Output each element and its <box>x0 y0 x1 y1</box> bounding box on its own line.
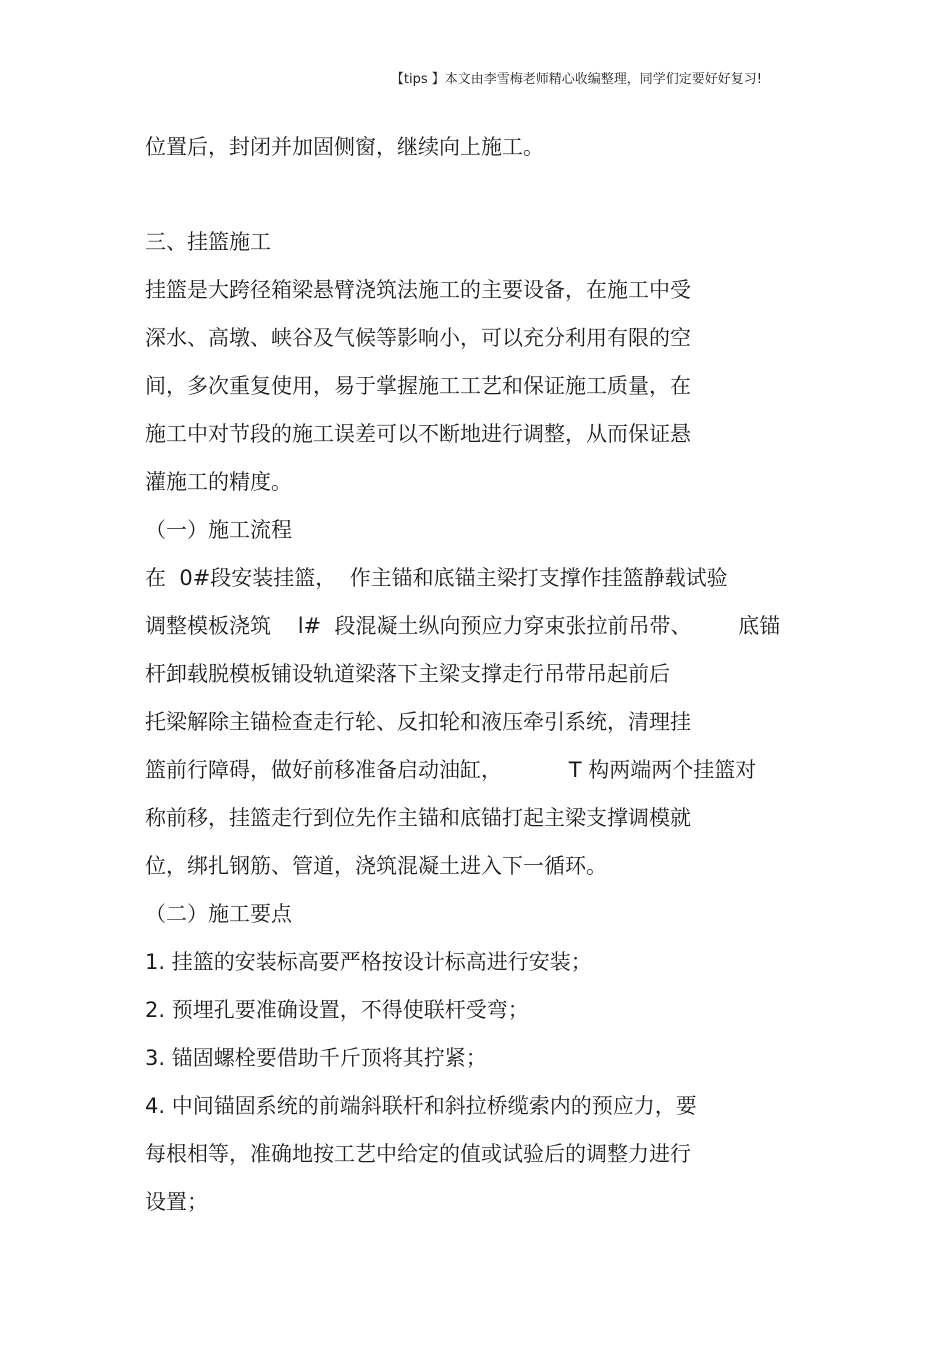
subsection-heading: （一）施工流程 <box>145 518 292 542</box>
body-line: 调整模板浇筑 l# 段混凝土纵向预应力穿束张拉前吊带、 底锚 <box>145 614 781 638</box>
body-line: 间，多次重复使用，易于掌握施工工艺和保证施工质量，在 <box>145 374 691 398</box>
body-line: 位置后，封闭并加固侧窗，继续向上施工。 <box>145 135 544 159</box>
list-item: 1. 挂篮的安装标高要严格按设计标高进行安装； <box>145 950 592 974</box>
body-line: 挂篮是大跨径箱梁悬臂浇筑法施工的主要设备，在施工中受 <box>145 278 691 302</box>
body-line: 每根相等，准确地按工艺中给定的值或试验后的调整力进行 <box>145 1142 691 1166</box>
subsection-heading: （二）施工要点 <box>145 902 292 926</box>
body-line: 杆卸载脱模板铺设轨道梁落下主梁支撑走行吊带吊起前后 <box>145 662 670 686</box>
header-tip: 【tips 】本文由李雪梅老师精心收编整理，同学们定要好好复习! <box>390 72 762 87</box>
body-line: 设置； <box>145 1190 208 1214</box>
body-line: 篮前行障碍，做好前移准备启动油缸， T 构两端两个挂篮对 <box>145 758 757 782</box>
body-line: 施工中对节段的施工误差可以不断地进行调整，从而保证悬 <box>145 422 691 446</box>
body-line: 在 0#段安装挂篮， 作主锚和底锚主梁打支撑作挂篮静载试验 <box>145 566 728 590</box>
section-heading: 三、挂篮施工 <box>145 230 271 254</box>
body-line: 深水、高墩、峡谷及气候等影响小，可以充分利用有限的空 <box>145 326 691 350</box>
body-line: 灌施工的精度。 <box>145 470 292 494</box>
body-line: 托梁解除主锚检查走行轮、反扣轮和液压牵引系统，清理挂 <box>145 710 691 734</box>
body-line: 位，绑扎钢筋、管道，浇筑混凝土进入下一循环。 <box>145 854 607 878</box>
list-item: 3. 锚固螺栓要借助千斤顶将其拧紧； <box>145 1046 487 1070</box>
body-line: 称前移，挂篮走行到位先作主锚和底锚打起主梁支撑调模就 <box>145 806 691 830</box>
list-item: 4. 中间锚固系统的前端斜联杆和斜拉桥缆索内的预应力，要 <box>145 1094 697 1118</box>
list-item: 2. 预埋孔要准确设置，不得使联杆受弯； <box>145 998 529 1022</box>
